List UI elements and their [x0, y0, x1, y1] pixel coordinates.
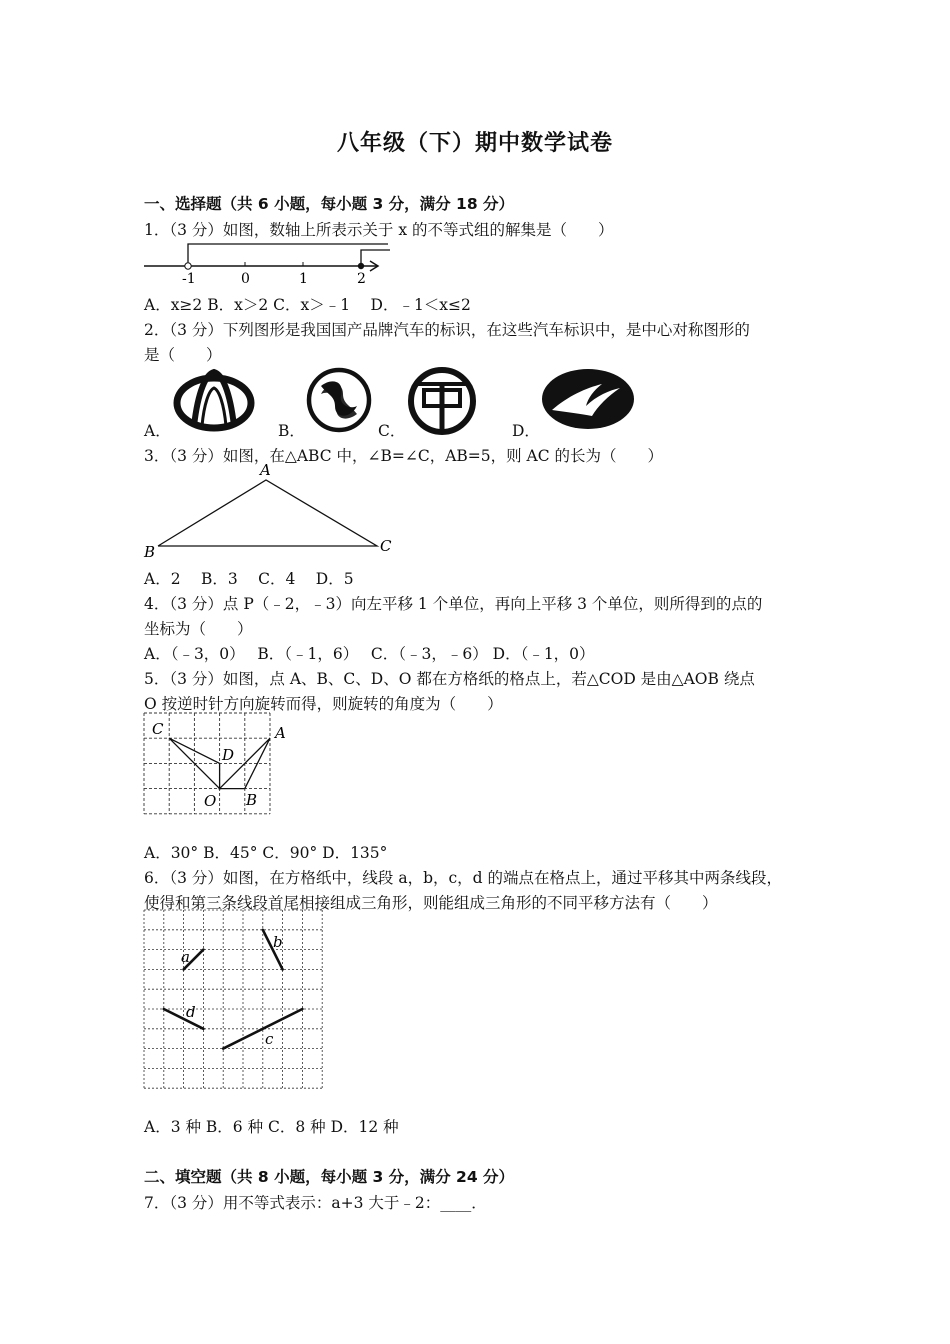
point-label: B	[246, 791, 258, 809]
segment-label: a	[181, 948, 190, 966]
point-label: A	[260, 461, 271, 479]
question-4-stem-line2: 坐标为（ ）	[144, 620, 253, 638]
solution-bracket-left	[188, 244, 388, 262]
tick-label: 2	[357, 271, 366, 287]
question-4-stem-line1: 4．（3 分）点 P（﹣2，﹣3）向左平移 1 个单位，再向上平移 3 个单位，则所得到的点的	[144, 595, 763, 613]
point-label: B	[144, 543, 156, 561]
question-1-stem: 1．（3 分）如图，数轴上所表示关于 x 的不等式组的解集是（ ）	[144, 221, 614, 239]
triangle-abc	[158, 480, 377, 546]
question-6-options: A．3 种 B．6 种 C．8 种 D．12 种	[144, 1118, 399, 1136]
option-label-c: C．	[378, 422, 406, 440]
tick-label: 1	[299, 271, 308, 287]
question-4-options: A．（﹣3，0） B．（﹣1，6） C．（﹣3，﹣6） D．（﹣1，0）	[144, 645, 595, 663]
open-endpoint	[185, 263, 191, 269]
point-label: O	[204, 792, 217, 810]
question-3-options: A．2 B．3 C．4 D．5	[144, 570, 354, 588]
rotation-grid-figure	[144, 713, 294, 817]
point-label: D	[222, 746, 235, 764]
page-title: 八年级（下）期中数学试卷	[336, 131, 613, 156]
section-heading-choice: 一、选择题（共 6 小题，每小题 3 分，满分 18 分）	[144, 195, 515, 213]
section-heading-fill: 二、填空题（共 8 小题，每小题 3 分，满分 24 分）	[144, 1168, 515, 1186]
segment-label: d	[186, 1003, 196, 1021]
question-3-stem: 3．（3 分）如图，在△ABC 中，∠B=∠C，AB=5，则 AC 的长为（ ）	[144, 447, 664, 465]
logo-d-icon	[538, 366, 638, 432]
question-6-stem-line1: 6．（3 分）如图，在方格纸中，线段 a，b，c，d 的端点在格点上，通过平移其中两条线段，	[144, 869, 783, 887]
point-label: C	[152, 720, 164, 738]
option-label-b: B．	[278, 422, 305, 440]
number-line-figure	[140, 238, 390, 288]
point-label: C	[380, 537, 392, 555]
point-label: A	[275, 724, 286, 742]
segment-label: b	[273, 933, 283, 951]
segment-grid-figure	[144, 910, 326, 1094]
question-6-stem-line2: 使得和第三条线段首尾相接组成三角形，则能组成三角形的不同平移方法有（ ）	[144, 894, 718, 912]
question-7-stem: 7．（3 分）用不等式表示：a+3 大于﹣2：____．	[144, 1194, 487, 1212]
logo-a-icon	[172, 366, 256, 432]
tick-label: 0	[241, 271, 250, 287]
closed-endpoint	[358, 263, 364, 269]
logo-b-icon	[305, 366, 373, 434]
option-label-d: D．	[512, 422, 540, 440]
question-2-stem-line1: 2．（3 分）下列图形是我国国产品牌汽车的标识，在这些汽车标识中，是中心对称图形的	[144, 321, 750, 339]
triangle-figure	[142, 462, 402, 560]
question-1-options: A．x≥2 B．x＞2 C．x＞﹣1 D．﹣1＜x≤2	[144, 296, 471, 314]
question-2-stem-line2: 是（ ）	[144, 346, 222, 364]
question-5-stem-line2: O 按逆时针方向旋转而得，则旋转的角度为（ ）	[144, 695, 503, 713]
logo-c-icon	[406, 366, 478, 436]
grid-lines	[144, 910, 322, 1088]
question-5-options: A．30° B．45° C．90° D．135°	[144, 844, 388, 862]
tick-label: -1	[182, 271, 196, 287]
question-5-stem-line1: 5．（3 分）如图，点 A、B、C、D、O 都在方格纸的格点上，若△COD 是由△AOB 绕点	[144, 670, 755, 688]
option-label-a: A．	[144, 422, 171, 440]
segment-label: c	[265, 1030, 274, 1048]
